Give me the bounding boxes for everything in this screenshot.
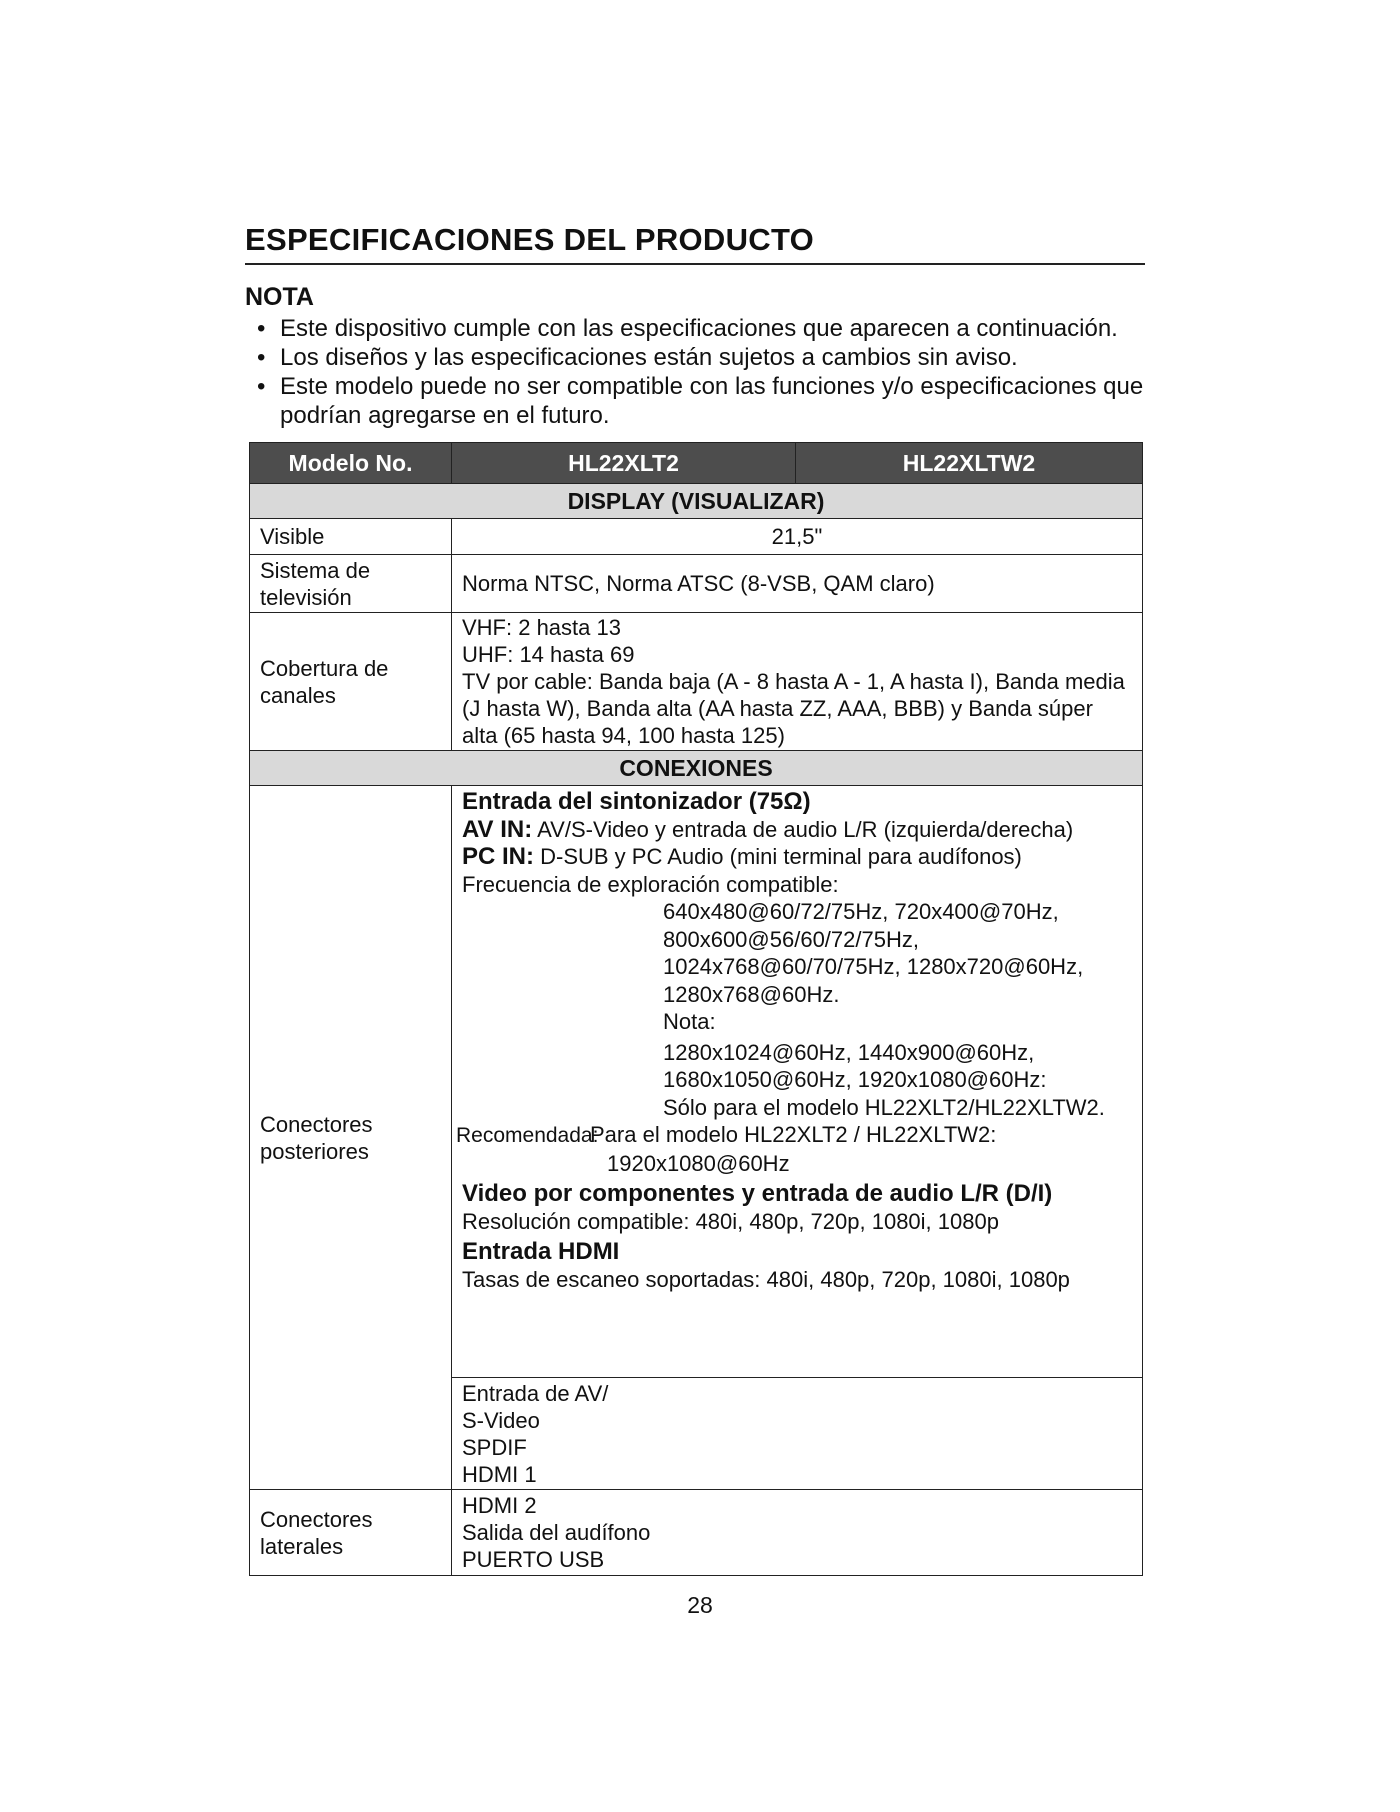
nota-line: Sólo para el modelo HL22XLT2/HL22XLTW2. <box>663 1094 1105 1120</box>
table-row <box>250 613 1143 751</box>
title-divider <box>245 263 1145 265</box>
recommended-line-1: Para el modelo HL22XLT2 / HL22XLTW2: <box>590 1122 997 1147</box>
row-label-side-connectors: Conectores laterales <box>250 1490 452 1576</box>
recommended-label: Recomendada: <box>456 1124 599 1147</box>
row-label-channels: Cobertura de canales <box>250 613 452 751</box>
row-value-tv-system: Norma NTSC, Norma ATSC (8-VSB, QAM claro) <box>452 555 1143 613</box>
pc-in-value: D-SUB y PC Audio (mini terminal para audífonos) <box>540 844 1022 869</box>
header-model-1: HL22XLT2 <box>452 443 796 484</box>
port-item: S-Video <box>462 1407 540 1433</box>
component-resolution: Resolución compatible: 480i, 480p, 720p, 1080i, 1080p <box>462 1208 999 1234</box>
page-number: 28 <box>687 1592 713 1618</box>
row-value-visible: 21,5" <box>452 519 1143 555</box>
freq-line: 800x600@56/60/72/75Hz, <box>663 926 919 952</box>
row-label-visible: Visible <box>250 519 452 555</box>
av-in-value: AV/S-Video y entrada de audio L/R (izquierda/derecha) <box>537 816 1074 842</box>
table-header-row <box>250 443 1143 484</box>
av-in-label: AV IN: <box>462 815 533 843</box>
section-row-connections <box>250 751 1143 786</box>
port-item: HDMI 1 <box>462 1461 537 1487</box>
row-value-rear-specs <box>452 786 1143 1378</box>
nota-label: Nota: <box>663 1009 716 1034</box>
freq-heading: Frecuencia de exploración compatible: <box>462 871 839 897</box>
freq-line: 640x480@60/72/75Hz, 720x400@70Hz, <box>663 899 1059 924</box>
section-display-title: DISPLAY (VISUALIZAR) <box>250 484 1143 519</box>
port-item: HDMI 2 <box>462 1493 537 1518</box>
port-item: PUERTO USB <box>462 1547 605 1572</box>
hdmi-heading: Entrada HDMI <box>462 1238 620 1265</box>
row-label-tv-system: Sistema de televisión <box>250 555 452 613</box>
row-value-side-ports <box>452 1490 1143 1576</box>
section-connections-title: CONEXIONES <box>250 751 1143 786</box>
nota-line: 1280x1024@60Hz, 1440x900@60Hz, <box>663 1039 1035 1065</box>
nota-bullet: • Este modelo puede no ser compatible con las funciones y/o especificaciones que podrían agregarse en el futuro. <box>255 372 1155 430</box>
row-value-channels: VHF: 2 hasta 13 UHF: 14 hasta 69 TV por cable: Banda baja (A - 8 hasta A - 1, A hasta I), Banda media (J hasta W), Banda alta (AA hasta ZZ, AAA, BBB) y Banda súper alta (65 hasta 94, 100 hasta 125) <box>452 613 1143 751</box>
page-title: ESPECIFICACIONES DEL PRODUCTO <box>245 222 815 257</box>
recommended-line-2: 1920x1080@60Hz <box>607 1150 790 1176</box>
header-model-2: HL22XLTW2 <box>796 443 1143 484</box>
pc-in-label: PC IN: <box>462 843 534 870</box>
nota-list <box>255 314 1155 430</box>
header-model-label: Modelo No. <box>250 443 452 484</box>
tuner-heading: Entrada del sintonizador (75Ω) <box>462 788 811 815</box>
port-item: Entrada de AV/ <box>462 1380 609 1406</box>
nota-bullet: • Este dispositivo cumple con las especificaciones que aparecen a continuación. <box>255 314 1155 343</box>
nota-heading: NOTA <box>245 283 314 311</box>
hdmi-rates: Tasas de escaneo soportadas: 480i, 480p, 720p, 1080i, 1080p <box>462 1266 1070 1292</box>
row-value-rear-ports <box>452 1378 1143 1490</box>
freq-line: 1280x768@60Hz. <box>663 981 840 1007</box>
table-row <box>250 786 1143 1378</box>
table-row <box>250 1490 1143 1576</box>
component-heading: Video por componentes y entrada de audio L/R (D/I) <box>462 1180 1053 1207</box>
port-item: SPDIF <box>462 1434 527 1460</box>
nota-line: 1680x1050@60Hz, 1920x1080@60Hz: <box>663 1067 1047 1092</box>
row-label-rear-connectors: Conectores posteriores <box>250 786 452 1490</box>
port-item: Salida del audífono <box>462 1520 651 1545</box>
freq-line: 1024x768@60/70/75Hz, 1280x720@60Hz, <box>663 954 1084 979</box>
nota-bullet: • Los diseños y las especificaciones están sujetos a cambios sin aviso. <box>255 343 1155 372</box>
spec-table <box>249 442 1143 1576</box>
table-row <box>250 555 1143 613</box>
table-row <box>250 519 1143 555</box>
section-row-display <box>250 484 1143 519</box>
